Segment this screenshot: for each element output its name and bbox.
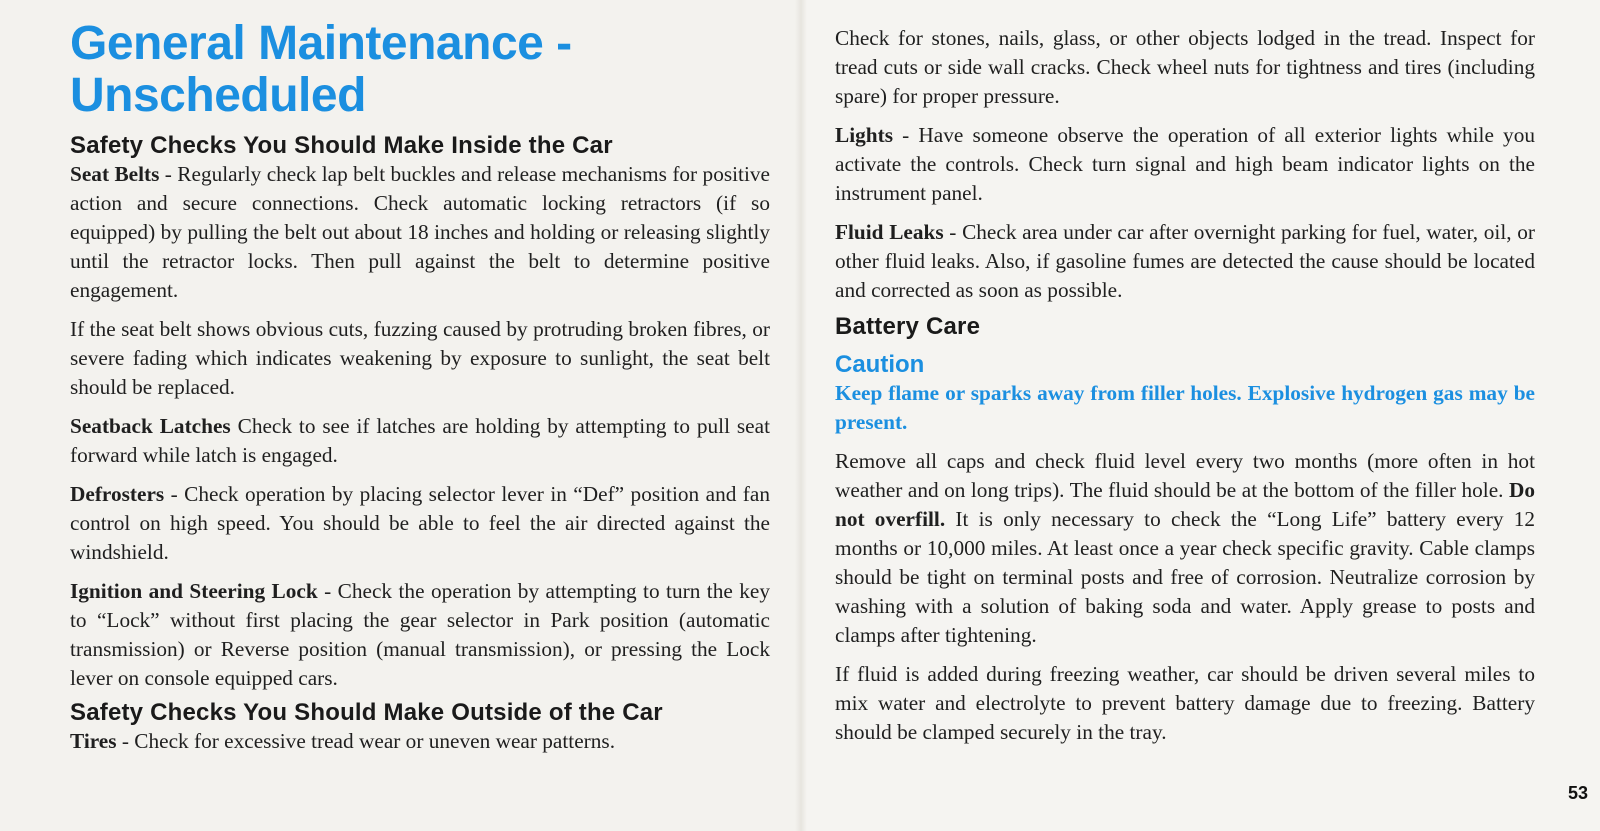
defrosters-text: - Check operation by placing selector lever in “Def” position and fan control on high speed. You should be able to feel the air directed against the windshield. [70,482,770,564]
caution-text: Keep flame or sparks away from filler holes. Explosive hydrogen gas may be present. [835,381,1535,434]
title-line-2: Unscheduled [70,69,366,122]
battery-paragraph-2: If fluid is added during freezing weather, car should be driven several miles to mix water and electrolyte to prevent battery damage due to freezing. Battery should be clamped securely in the tray. [835,662,1535,744]
seatback-text: Check to see if latches are holding by attempting to pull seat forward while latch is engaged. [70,414,771,467]
defrosters-paragraph [70,480,770,567]
page-number: 53 [1568,783,1589,803]
seat-belts-term: Seat Belts [70,162,160,186]
seat-belts-text: - Regularly check lap belt buckles and release mechanisms for positive action and secure connections. Check automatic locking retractors (if so equipped) by pulling the belt out about 18 inches and holding or releasing slightly until the retractor locks. Then pull against the belt to determine positive engagement. [70,162,770,302]
battery-p1-bold: Do not overfill. [835,478,1535,531]
seat-belts-paragraph [70,160,770,305]
battery-heading: Battery Care [835,313,981,340]
ignition-paragraph [70,577,770,693]
lights-text: - Have someone observe the operation of all exterior lights while you activate the controls. Check turn signal and high beam indicator lights on the instrument panel. [835,123,1535,205]
left-column [70,18,770,756]
fluid-leaks-term: Fluid Leaks [835,220,944,244]
battery-paragraph-1 [835,447,1535,650]
fluid-leaks-paragraph [835,218,1535,305]
caution-heading: Caution [835,351,925,378]
ignition-term: Ignition and Steering Lock [70,579,318,603]
defrosters-term: Defrosters [70,482,165,506]
title-line-1: General Maintenance - [70,17,572,70]
seat-belt-replace-paragraph: If the seat belt shows obvious cuts, fuzzing caused by protruding broken fibres, or severe fading which indicates weakening by exposure to sunlight, the seat belt should be replaced. [70,317,770,399]
ignition-text: - Check the operation by attempting to turn the key to “Lock” without first placing the gear selector in Park position (automatic transmission) or Reverse position (manual transmission), or pressing the Lock lever on console equipped cars. [70,579,770,690]
page-gutter [795,0,807,831]
fluid-leaks-text: - Check area under car after overnight parking for fuel, water, oil, or other fluid leaks. Also, if gasoline fumes are detected the cause should be located and corrected as soon as possible. [835,220,1535,302]
page-title [70,18,770,122]
battery-p1-part-b: It is only necessary to check the “Long Life” battery every 12 months or 10,000 miles. At least once a year check specific gravity. Cable clamps should be tight on terminal posts and free of corrosion. Neutralize corrosion by washing with a solution of baking soda and water. Apply grease to posts and clamps after tightening. [835,507,1536,647]
lights-paragraph [835,121,1535,208]
right-column [835,24,1535,747]
tires-text: - Check for excessive tread wear or uneven wear patterns. [116,729,616,753]
tires-term: Tires [70,729,117,753]
seatback-term: Seatback Latches [70,414,231,438]
seatback-paragraph [70,412,770,470]
tires-paragraph [70,727,770,756]
inside-heading: Safety Checks You Should Make Inside the Car [70,132,613,159]
lights-term: Lights [835,123,893,147]
tires-continued-paragraph: Check for stones, nails, glass, or other objects lodged in the tread. Inspect for tread cuts or side wall cracks. Check wheel nuts for tightness and tires (including spare) for proper pressure. [835,26,1535,108]
outside-heading: Safety Checks You Should Make Outside of the Car [70,699,663,726]
battery-p1-part-a: Remove all caps and check fluid level every two months (more often in hot weather and on long trips). The fluid should be at the bottom of the filler hole. [835,449,1535,502]
